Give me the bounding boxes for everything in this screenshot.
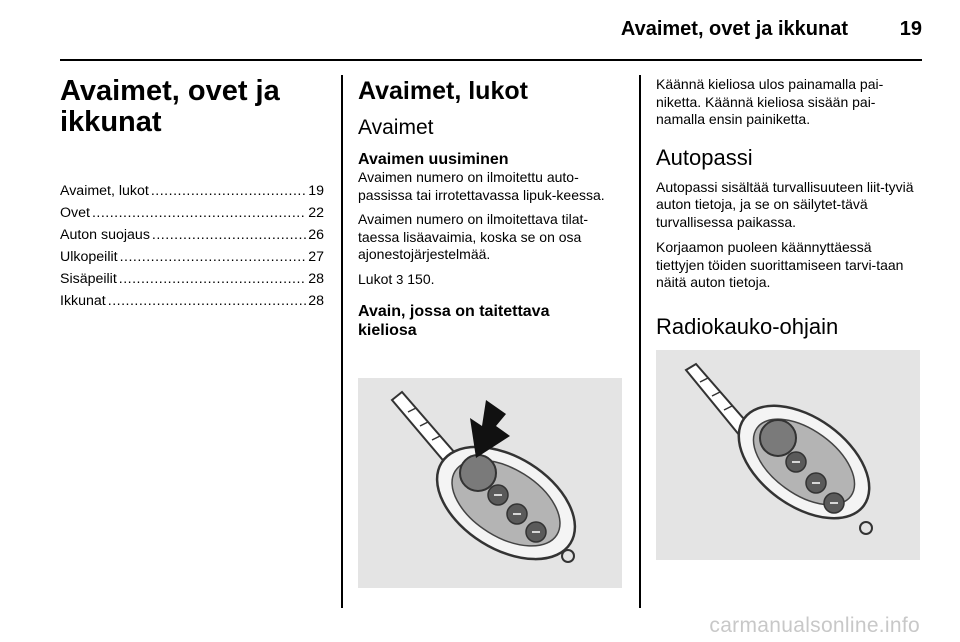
toc-item[interactable]: Ulkopeilit ..... 27 <box>60 246 324 268</box>
toc-item[interactable]: Sisäpeilit ..... 28 <box>60 268 324 290</box>
paragraph: Avaimen numero on ilmoitettu auto-passissa tai irrotettavassa lipuk-keessa. <box>358 169 605 203</box>
section-column <box>358 76 622 340</box>
remote-control-illustration <box>656 350 920 560</box>
cross-reference[interactable]: Lukot 3 150. <box>358 270 435 287</box>
watermark: carmanualsonline.info <box>709 614 920 637</box>
column-divider-1 <box>341 75 343 608</box>
paragraph: Korjaamon puoleen käännyttäessä tiettyjen töiden suorittamiseen tarvi-taan näitä auton tietoja. <box>656 239 904 290</box>
remote-control-heading: Radiokauko-ohjain <box>656 313 839 339</box>
continuation-column <box>656 76 922 352</box>
page-number: 19 <box>899 18 922 40</box>
toc-item[interactable]: Auton suojaus ..... 26 <box>60 224 324 246</box>
paragraph: Käännä kieliosa ulos painamalla pai-niketta. Käännä kieliosa sisään pai-namalla ensin painiketta. <box>656 76 884 127</box>
reference-arrow-icon: 3 <box>396 271 404 287</box>
paragraph: Autopassi sisältää turvallisuuteen liit-tyviä auton tietoja, ja se on säilytet-tävä turvallisessa paikassa. <box>656 178 914 230</box>
column-divider-2 <box>639 75 641 608</box>
folding-key-heading: Avain, jossa on taitettava kieliosa <box>358 303 550 339</box>
autopass-heading: Autopassi <box>656 144 753 170</box>
folding-key-illustration <box>358 378 622 588</box>
chapter-column <box>60 76 324 312</box>
subsection-title: Avaimet <box>358 116 434 139</box>
table-of-contents <box>60 180 324 312</box>
running-header-title: Avaimet, ovet ja ikkunat <box>620 18 848 40</box>
toc-item[interactable]: Ovet ..... 22 <box>60 202 324 224</box>
replacement-heading: Avaimen uusiminen <box>358 151 509 168</box>
paragraph: Avaimen numero on ilmoitettava tilat-taessa lisäavaimia, koska se on osa ajonestojärjestelmää. <box>358 211 589 262</box>
header-rule <box>60 59 922 61</box>
toc-item[interactable]: Avaimet, lukot ..... 19 <box>60 180 324 202</box>
toc-item[interactable]: Ikkunat ..... 28 <box>60 290 324 312</box>
chapter-title: Avaimet, ovet ja ikkunat <box>60 75 280 138</box>
section-title: Avaimet, lukot <box>358 77 528 105</box>
